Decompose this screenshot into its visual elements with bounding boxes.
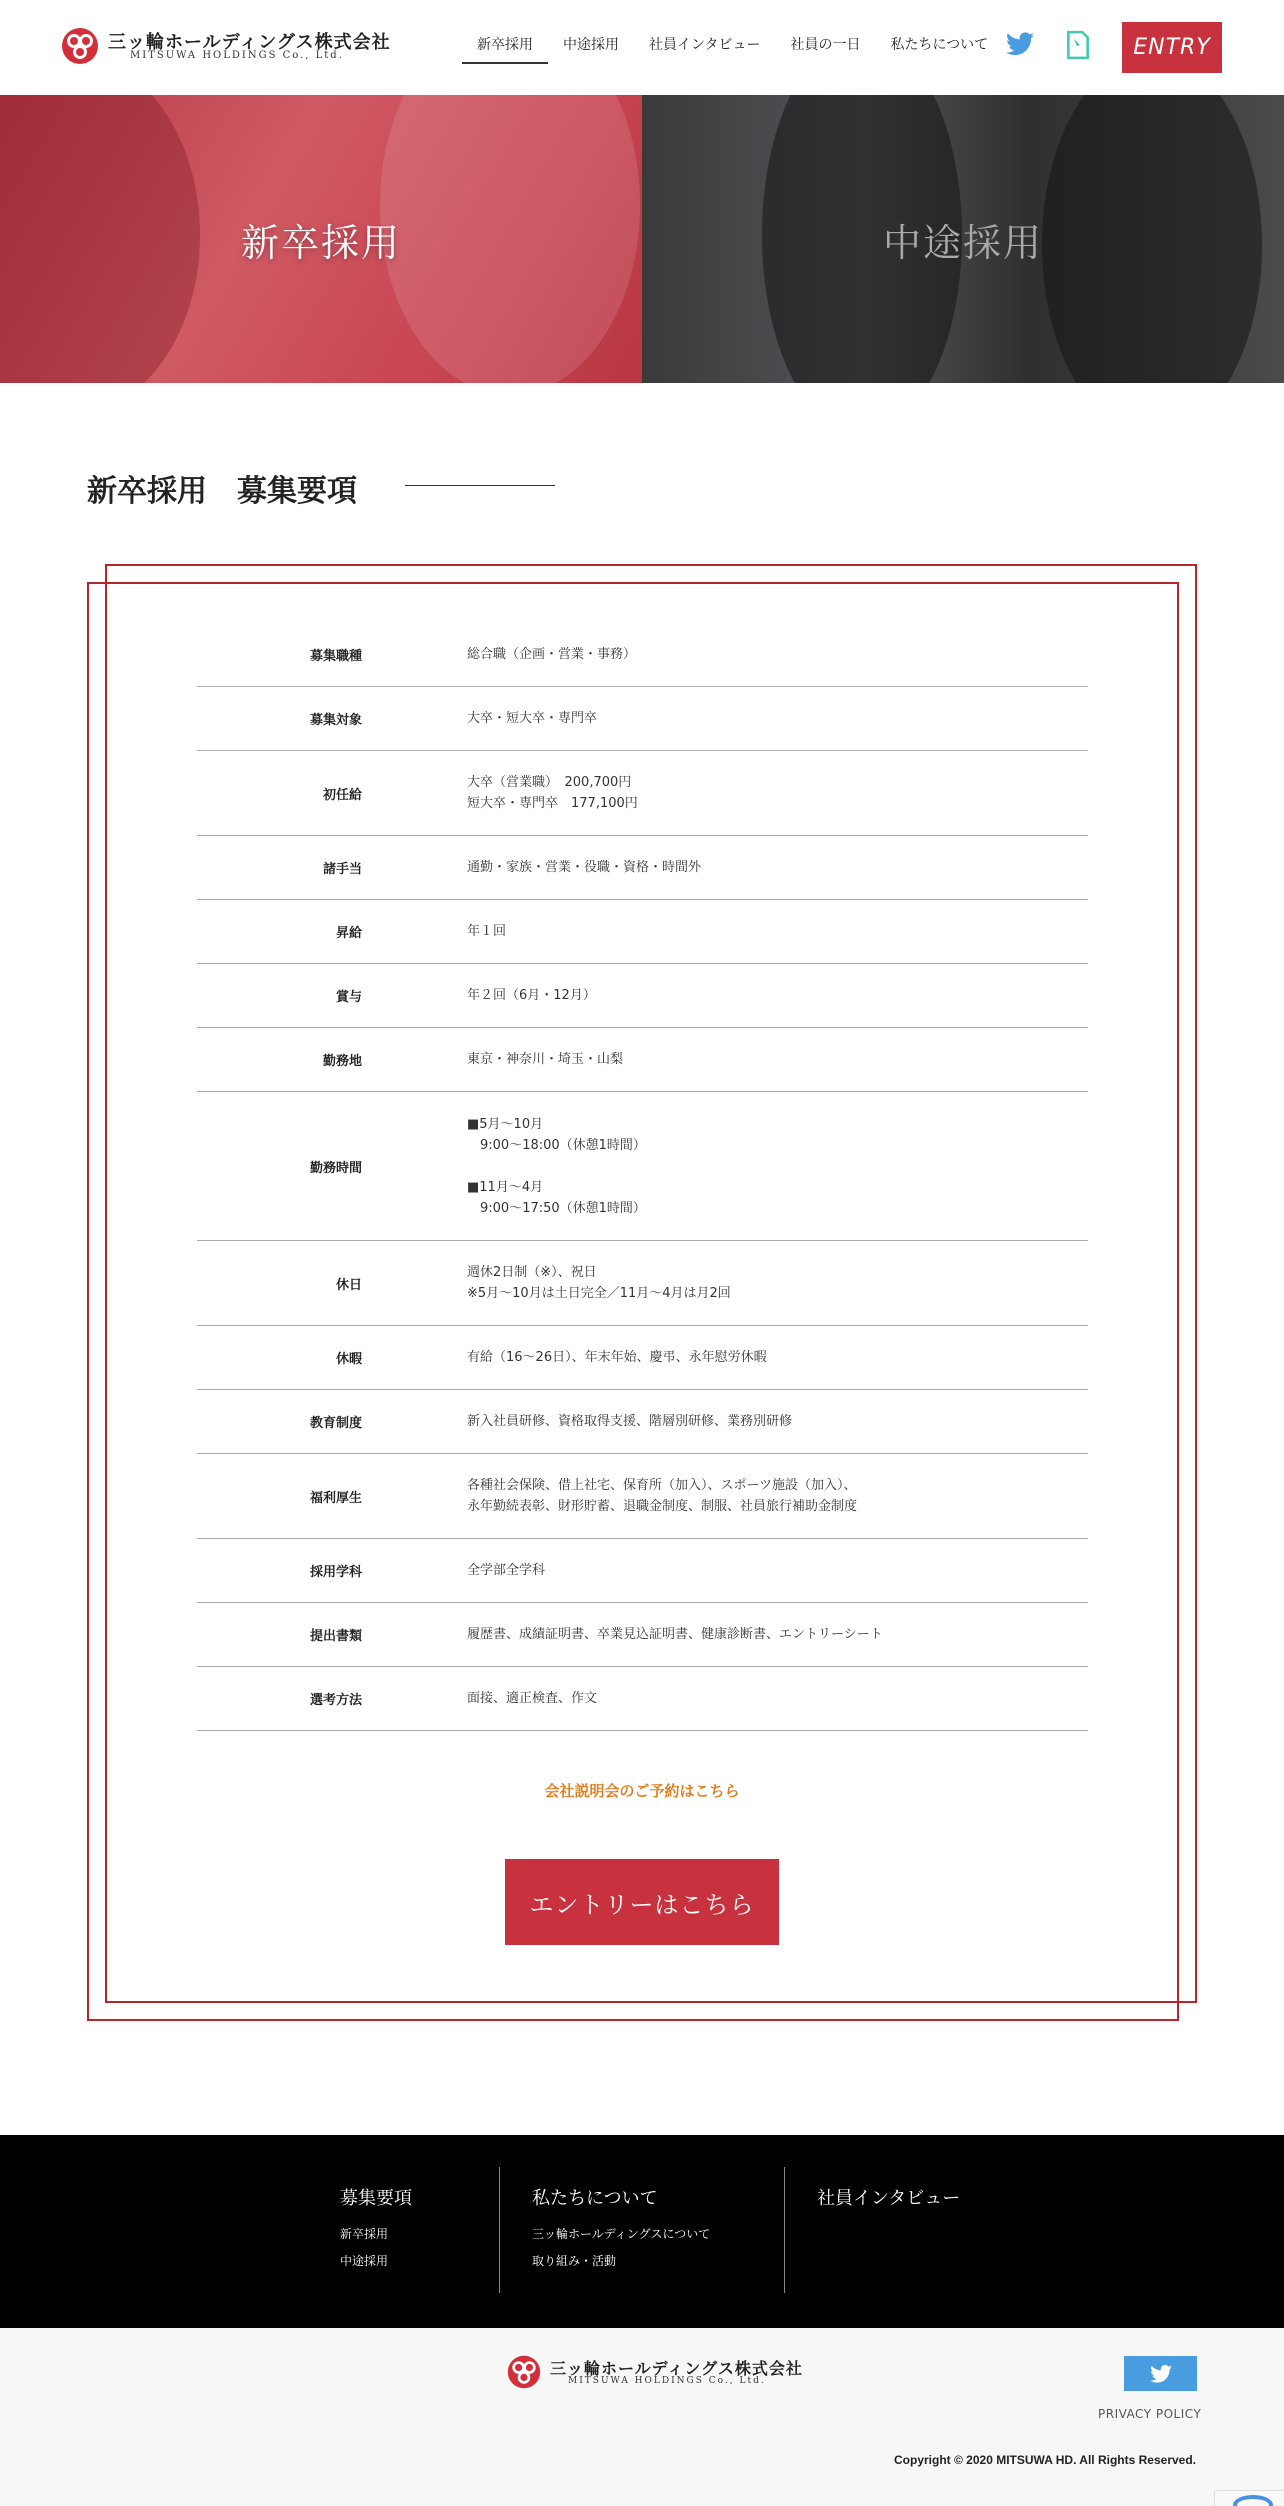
- table-row-welfare: [197, 1454, 1088, 1539]
- hero-figure-shape: [380, 95, 640, 383]
- hero-banner: [0, 95, 1284, 383]
- table-row-target: [197, 687, 1088, 751]
- row-value: 面接、適正検査、作文: [467, 1691, 598, 1706]
- footer-logo[interactable]: [506, 2354, 803, 2394]
- footer-link-mid-career[interactable]: 中途採用: [340, 2254, 389, 2268]
- row-value: 履歴書、成績証明書、卒業見込証明書、健康診断書、エントリーシート: [467, 1627, 883, 1642]
- seminar-reservation-link[interactable]: 会社説明会のご予約はこちら: [544, 1782, 740, 1800]
- entry-button[interactable]: エントリーはこちら: [505, 1859, 779, 1945]
- copyright-text: Copyright © 2020 MITSUWA HD. All Rights Reserved.: [894, 2453, 1197, 2467]
- footer-divider: [784, 2167, 785, 2293]
- row-value: 全学部全学科: [467, 1563, 546, 1578]
- table-row-bonus: [197, 964, 1088, 1028]
- mitsuwa-logo-icon: [60, 26, 100, 66]
- main-nav: [462, 34, 1003, 64]
- table-row-location: [197, 1028, 1088, 1092]
- logo-english-text: MITSUWA HOLDINGS Co., Ltd.: [130, 50, 344, 61]
- table-row-raise: [197, 900, 1088, 964]
- table-row-allowances: [197, 836, 1088, 900]
- header-entry-button[interactable]: ENTRY: [1122, 22, 1222, 73]
- row-value: 週休2日制（※）、祝日 ※5月～10月は土日完全／11月～4月は月2回: [467, 1265, 731, 1301]
- hero-new-graduate-panel[interactable]: [0, 95, 642, 383]
- nav-employee-day[interactable]: 社員の一日: [790, 37, 861, 53]
- recaptcha-icon: [1233, 2495, 1273, 2506]
- row-label: 休日: [335, 1277, 362, 1293]
- hero-mid-career-label: 中途採用: [882, 220, 1043, 265]
- mitsuwa-logo-icon: [506, 2354, 542, 2390]
- row-label: 募集職種: [309, 649, 362, 664]
- footer-divider: [499, 2167, 500, 2293]
- row-value: 年１回: [467, 924, 507, 939]
- nav-about-us[interactable]: 私たちについて: [890, 37, 989, 53]
- row-label: 昇給: [335, 926, 362, 941]
- nav-employee-interview[interactable]: 社員インタビュー: [649, 37, 761, 53]
- twitter-icon[interactable]: [1006, 32, 1034, 56]
- table-row-holidays: [197, 1241, 1088, 1326]
- row-value: 総合職（企画・営業・事務）: [467, 647, 637, 662]
- table-row-training: [197, 1390, 1088, 1454]
- twitter-icon: [1150, 2365, 1172, 2383]
- row-label: 選考方法: [309, 1693, 362, 1708]
- footer-col-interview-title[interactable]: 社員インタビュー: [817, 2188, 961, 2209]
- page-title: 新卒採用 募集要項: [87, 474, 357, 509]
- requirements-table: [197, 623, 1088, 1731]
- row-value: 年２回（6月・12月）: [467, 988, 596, 1003]
- nav-new-graduate[interactable]: 新卒採用: [462, 34, 548, 64]
- table-row-working-hours: [197, 1092, 1088, 1241]
- row-label: 諸手当: [322, 862, 362, 877]
- hero-figure-shape: [0, 95, 200, 383]
- footer-nav: [0, 2135, 1284, 2328]
- footer-logo-english-text: MITSUWA HOLDINGS Co., Ltd.: [568, 2376, 766, 2386]
- row-value: 有給（16～26日）、年末年始、慶弔、永年慰労休暇: [467, 1350, 767, 1365]
- row-label: 休暇: [335, 1352, 362, 1367]
- row-label: 福利厚生: [309, 1490, 362, 1506]
- row-label: 勤務地: [322, 1054, 362, 1069]
- hero-mid-career-panel[interactable]: [642, 95, 1284, 383]
- note-icon[interactable]: [1064, 30, 1092, 60]
- row-value: 東京・神奈川・埼玉・山梨: [467, 1052, 624, 1067]
- table-row-starting-salary: [197, 751, 1088, 836]
- footer-logo-japanese-text: 三ッ輪ホールディングス株式会社: [550, 2359, 803, 2378]
- footer-twitter-button[interactable]: [1124, 2356, 1197, 2391]
- table-row-documents: [197, 1603, 1088, 1667]
- footer-col-recruitment-title[interactable]: 募集要項: [340, 2188, 412, 2209]
- row-label: 採用学科: [309, 1565, 362, 1580]
- row-label: 勤務時間: [309, 1160, 362, 1176]
- table-row-selection: [197, 1667, 1088, 1731]
- company-logo[interactable]: [60, 26, 391, 68]
- row-value: 通勤・家族・営業・役職・資格・時間外: [467, 860, 702, 875]
- row-label: 初任給: [322, 787, 362, 803]
- title-divider: [405, 485, 555, 486]
- nav-mid-career[interactable]: 中途採用: [563, 37, 619, 53]
- table-row-leave: [197, 1326, 1088, 1390]
- privacy-policy-link[interactable]: PRIVACY POLICY: [1098, 2407, 1202, 2421]
- hero-figure-shape: [1042, 95, 1262, 383]
- table-row-job-type: [197, 623, 1088, 687]
- footer-bottom: [0, 2328, 1284, 2506]
- row-label: 賞与: [335, 990, 362, 1005]
- site-header: [0, 0, 1284, 95]
- row-label: 募集対象: [309, 713, 362, 728]
- footer-link-activities[interactable]: 取り組み・活動: [532, 2254, 617, 2268]
- footer-link-about-company[interactable]: 三ッ輪ホールディングスについて: [532, 2227, 711, 2241]
- row-value: 各種社会保険、借上社宅、保育所（加入）、スポーツ施設（加入）、 永年勤続表彰、財形貯蓄、退職金制度、制服、社員旅行補助金制度: [467, 1478, 858, 1514]
- row-value: 新入社員研修、資格取得支援、階層別研修、業務別研修: [467, 1414, 793, 1429]
- hero-new-graduate-label: 新卒採用: [240, 220, 401, 265]
- table-row-departments: [197, 1539, 1088, 1603]
- row-value: 大卒（営業職） 200,700円 短大卒・専門卒 177,100円: [467, 775, 638, 811]
- row-value: 大卒・短大卒・専門卒: [467, 711, 598, 726]
- row-value: ■5月〜10月 9:00～18:00（休憩1時間） ■11月〜4月 9:00～17:50（休憩1時間）: [467, 1116, 646, 1216]
- row-label: 教育制度: [309, 1416, 362, 1431]
- recaptcha-badge[interactable]: [1214, 2490, 1284, 2506]
- logo-japanese-text: 三ッ輪ホールディングス株式会社: [108, 32, 391, 53]
- footer-col-about-title[interactable]: 私たちについて: [532, 2188, 658, 2209]
- footer-link-new-graduate[interactable]: 新卒採用: [340, 2227, 389, 2241]
- row-label: 提出書類: [309, 1629, 362, 1644]
